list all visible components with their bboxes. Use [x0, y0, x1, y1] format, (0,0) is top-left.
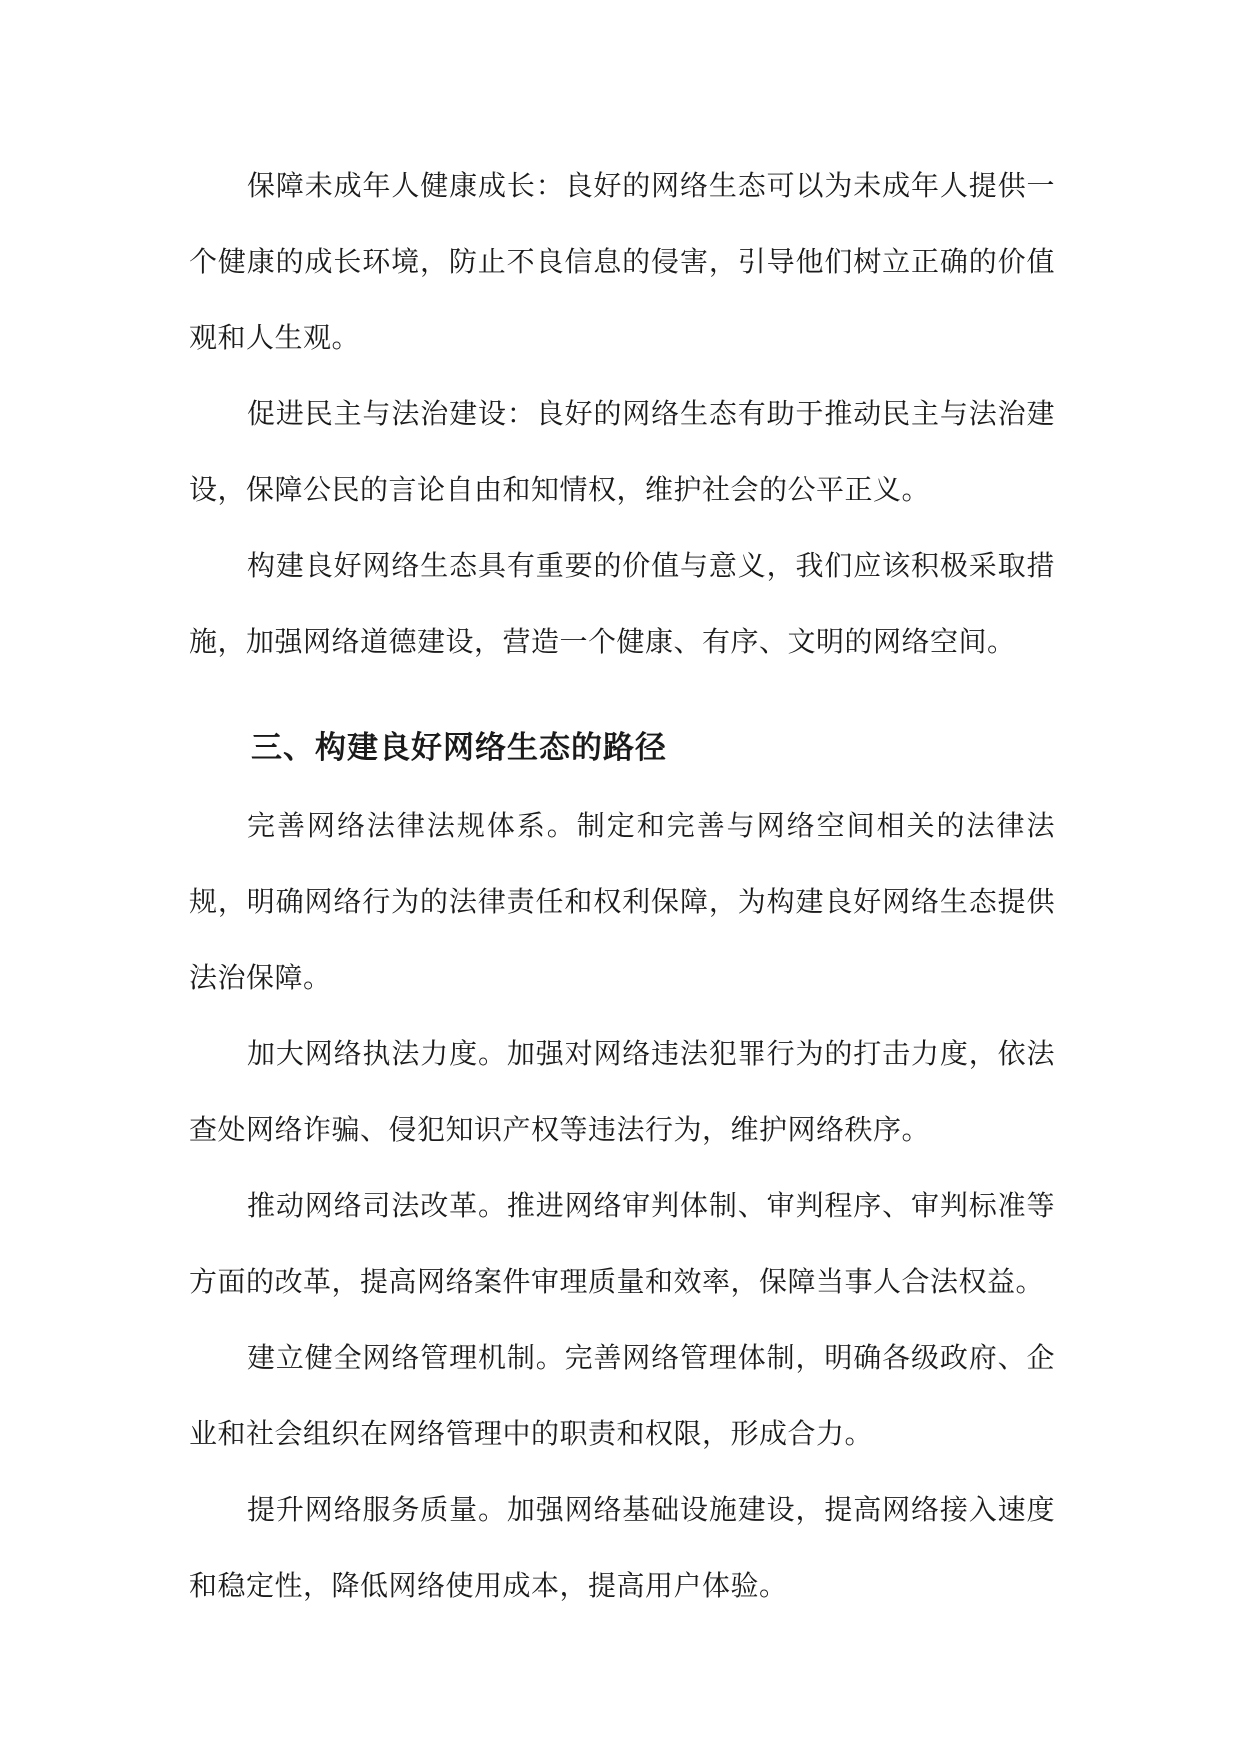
paragraph-management-mechanism: 建立健全网络管理机制。完善网络管理体制，明确各级政府、企业和社会组织在网络管理中的职责和权限，形成合力。 — [189, 1341, 1055, 1450]
paragraph-law-enforcement: 加大网络执法力度。加强对网络违法犯罪行为的打击力度，依法查处网络诈骗、侵犯知识产权等违法行为，维护网络秩序。 — [189, 1037, 1055, 1146]
paragraph-legal-system: 完善网络法律法规体系。制定和完善与网络空间相关的法律法规，明确网络行为的法律责任和权利保障，为构建良好网络生态提供法治保障。 — [189, 809, 1055, 994]
paragraph-service-quality: 提升网络服务质量。加强网络基础设施建设，提高网络接入速度和稳定性，降低网络使用成本，提高用户体验。 — [189, 1493, 1055, 1602]
page-content — [189, 148, 1055, 1624]
paragraph-minors-growth: 保障未成年人健康成长：良好的网络生态可以为未成年人提供一个健康的成长环境，防止不良信息的侵害，引导他们树立正确的价值观和人生观。 — [189, 169, 1055, 354]
paragraph-value-significance: 构建良好网络生态具有重要的价值与意义，我们应该积极采取措施，加强网络道德建设，营造一个健康、有序、文明的网络空间。 — [189, 549, 1055, 658]
paragraph-democracy-rule-of-law: 促进民主与法治建设：良好的网络生态有助于推动民主与法治建设，保障公民的言论自由和知情权，维护社会的公平正义。 — [189, 397, 1055, 506]
paragraph-judicial-reform: 推动网络司法改革。推进网络审判体制、审判程序、审判标准等方面的改革，提高网络案件审理质量和效率，保障当事人合法权益。 — [189, 1189, 1055, 1298]
section-heading: 三、构建良好网络生态的路径 — [251, 730, 667, 766]
